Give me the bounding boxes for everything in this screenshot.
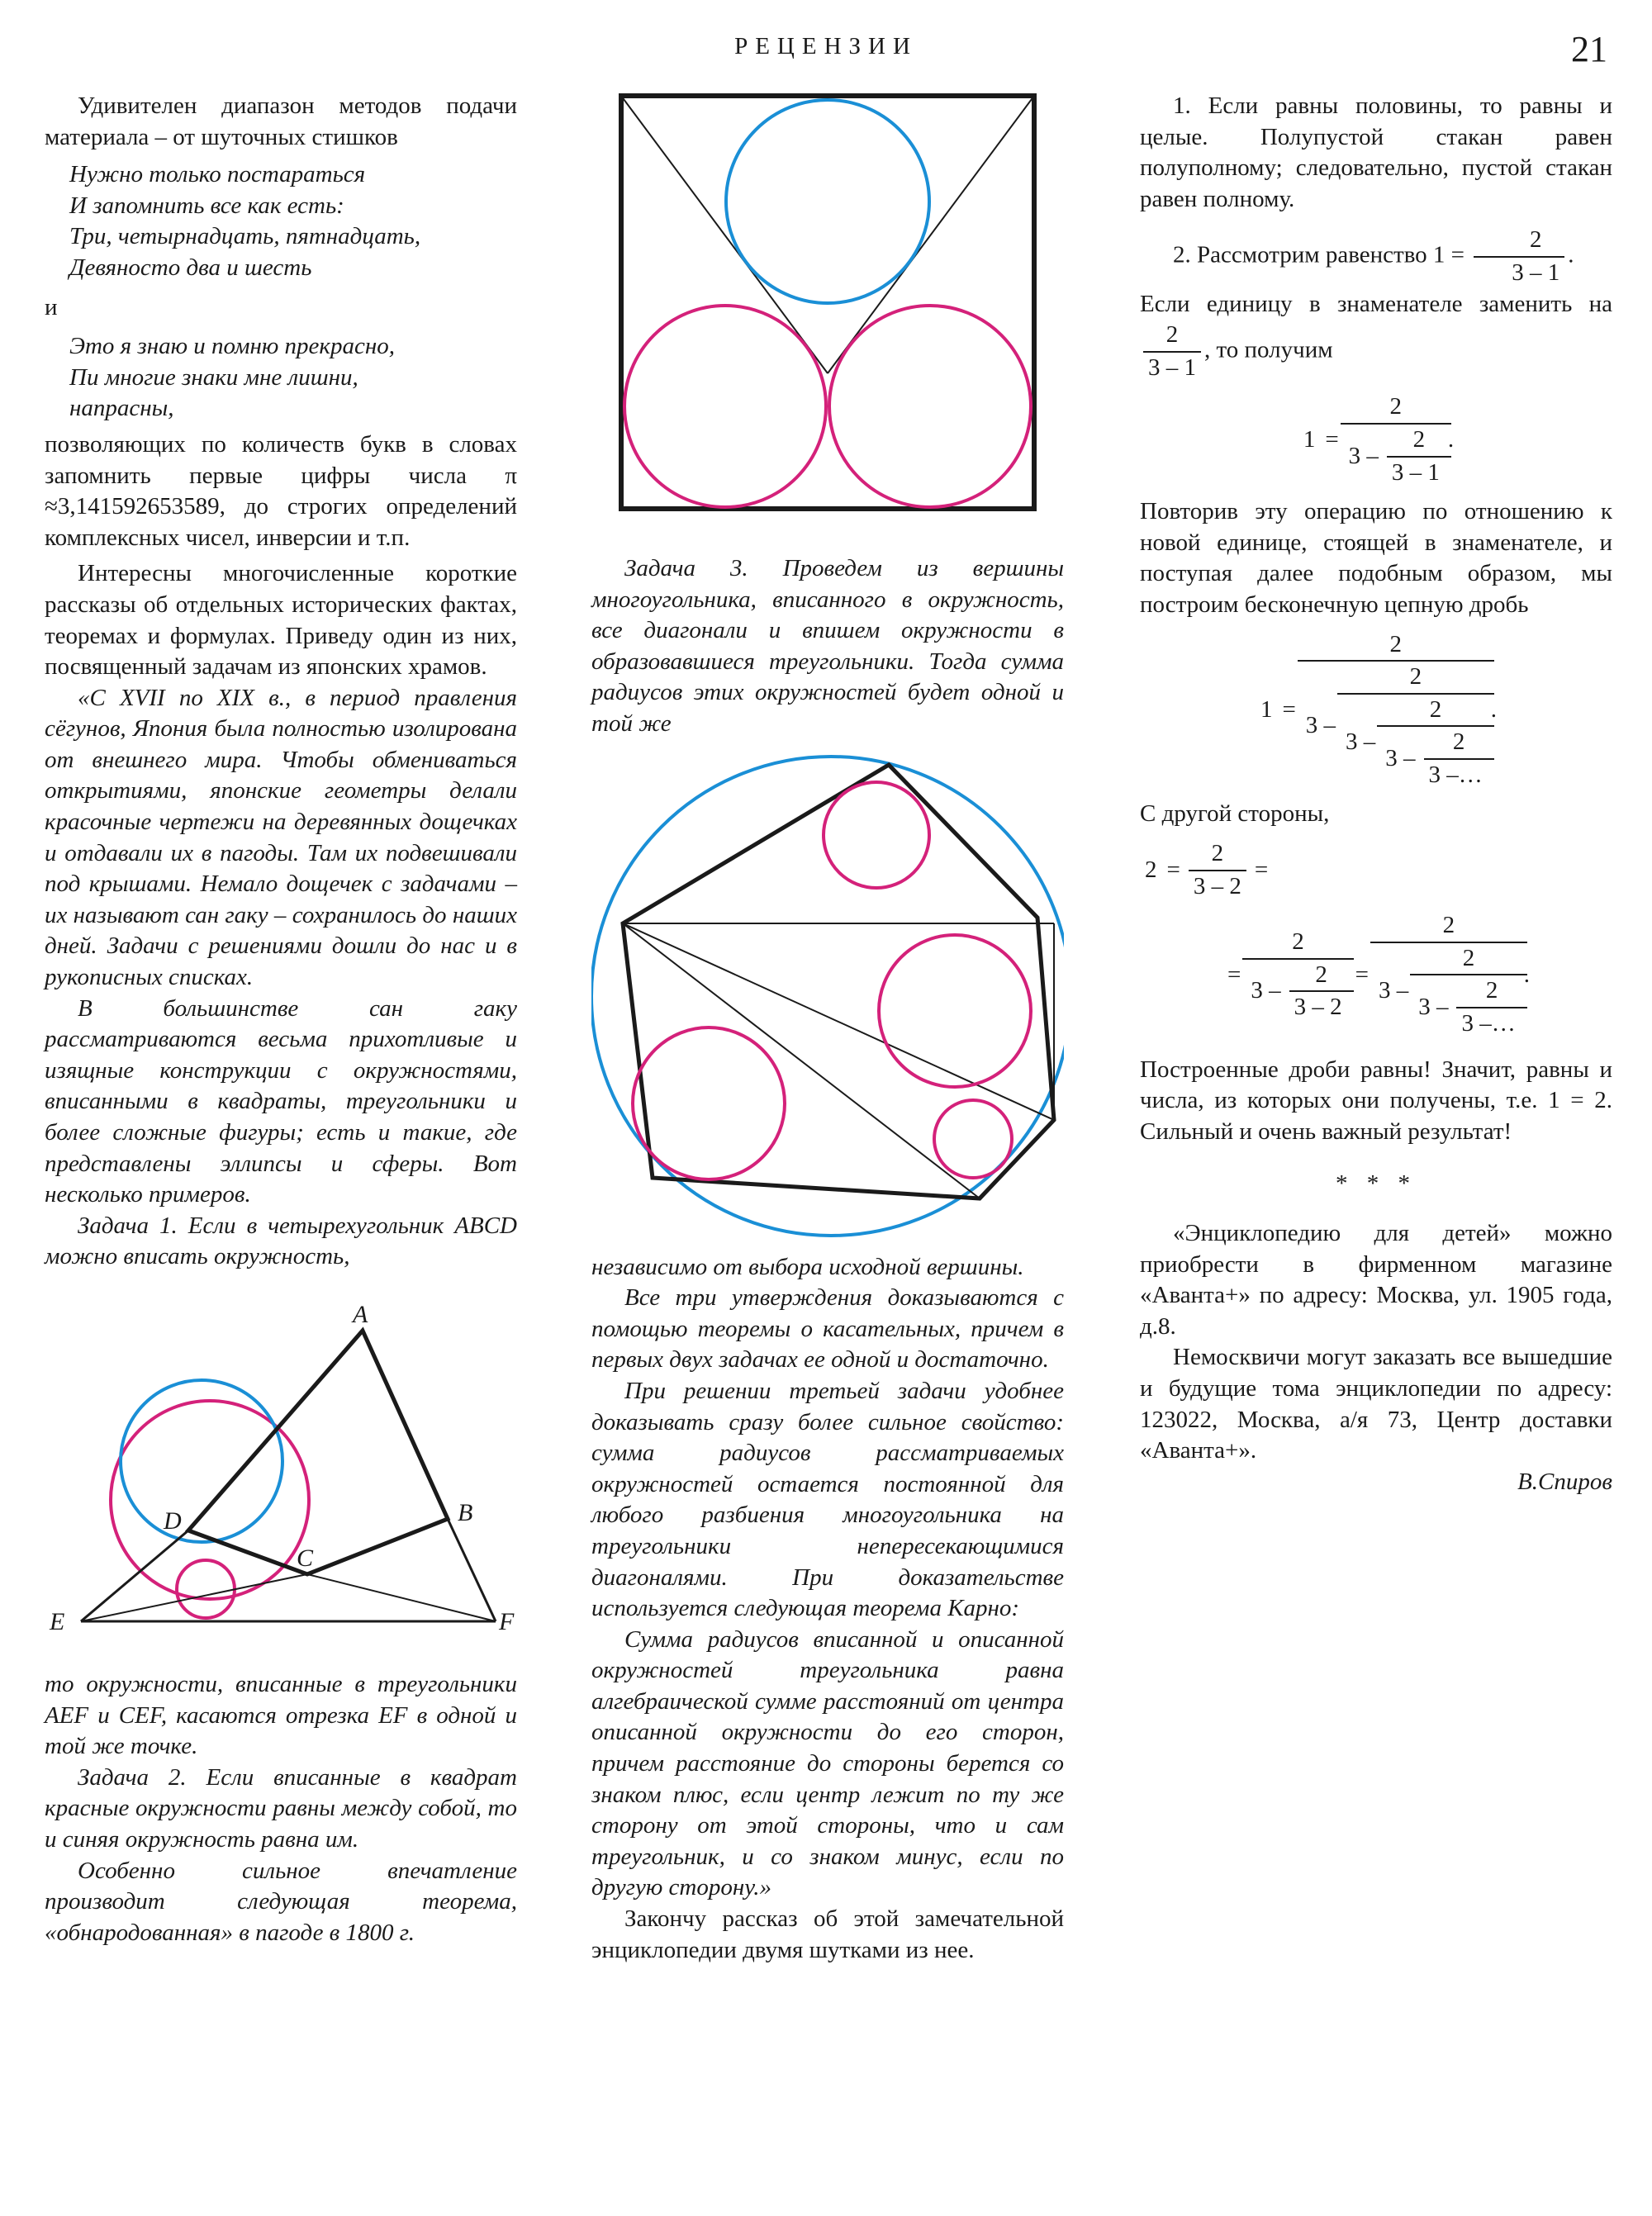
blue-circle	[726, 100, 929, 303]
problem-2-text: Задача 2. Если вписанные в квадрат красные окружности равны между собой, то и синяя окружность равна им.	[45, 1763, 517, 1853]
fraction: $\frac{2}{3 - 2}$	[1289, 960, 1347, 1023]
figure-polygon-circles	[591, 740, 1064, 1252]
fraction: $\frac{2}{3 - 2}$	[1189, 838, 1246, 902]
continued-fraction: 2 3 – 2 3 – 2 3 – $\frac{2}{3 -\dots}$	[1301, 629, 1491, 791]
problem-1-text: Задача 1. Если в четырехугольник ABCD можно вписать окружность,	[45, 1212, 517, 1270]
pentagon	[623, 765, 1054, 1198]
quote-paragraph: «С XVII по XIX в., в период правления сёгунов, Япония была полностью изолирована от внешнего мира. Чтобы обмениваться открытиями, японские геометры делали красочные чертежи на деревянных дощечках и отдавали их в пагоды. Там их подвешивали под крышами. Немало дощечек с задачами – их называют сан гаку – сохранилось до наших дней. Задачи с решениями дошли до нас и в рукописных списках.	[45, 684, 517, 991]
paragraph: Повторив эту операцию по отношению к новой единице, стоящей в знаменателе, и поступая далее подобным образом, мы построим бесконечную цепную дробь	[1140, 498, 1612, 618]
line-cf	[307, 1574, 496, 1621]
paragraph: Закончу рассказ об этой замечательной энциклопедии двумя шутками из нее.	[591, 1905, 1064, 1963]
paragraph: независимо от выбора исходной вершины.	[591, 1253, 1024, 1280]
problem-3-text: Задача 3. Проведем из вершины многоугольника, вписанного в окружность, все диагонали и впишем окружности в образовавшиеся треугольники. Тогда сумма радиусов этих окружностей будет одной и той же	[591, 555, 1064, 737]
column-right	[1140, 91, 1612, 1497]
continued-fraction: 2 3 – $\frac{2}{3 - 2}$	[1246, 927, 1350, 1023]
paragraph: Немосквичи могут заказать все вышедшие и будущие тома энциклопедии по адресу: 123022, Москва, а/я 73, Центр доставки «Аванта+».	[1140, 1344, 1612, 1464]
text-span: Если единицу в знаменателе заменить на	[1140, 290, 1612, 317]
equation-2a: 2 = $\frac{2}{3 - 2}$ =	[1140, 838, 1612, 902]
pink-circle-left	[624, 306, 826, 507]
equation-infinite: 1 = 2 3 – 2 3 – 2 3 – $\frac{2}{3 -\dots}$ .	[1140, 629, 1612, 791]
fraction: $\frac{2}{3 - 1}$	[1474, 225, 1564, 288]
joke-1: 1. Если равны половины, то равны и целые. Полупустой стакан равен полуполному; следовательно, пустой стакан равен полному.	[1140, 93, 1612, 212]
poem-1	[69, 159, 517, 283]
label-c: C	[297, 1544, 314, 1572]
joke-2-intro: 2. Рассмотрим равенство 1 = $\frac{2}{3 - 1}$ .	[1140, 225, 1612, 288]
label-d: D	[164, 1507, 182, 1535]
text-span: , то получим	[1204, 336, 1333, 363]
poem-line: Девяносто два и шесть	[69, 254, 312, 281]
figure-quadrilateral	[45, 1273, 517, 1669]
paragraph: позволяющих по количеств букв в словах запомнить первые цифры числа π ≈3,141592653589, до строгих определений комплексных чисел, инверсии и т.п.	[45, 430, 517, 551]
pink-incircle	[824, 782, 929, 888]
running-header	[0, 29, 1652, 83]
fraction: $\frac{2}{3 -\dots}$	[1424, 727, 1488, 790]
quote-paragraph: В большинстве сан гаку рассматриваются весьма прихотливые и изящные конструкции с окружностями, вписанными в квадраты, треугольники и более сложные фигуры; есть и такие, где представлены эллипсы и сферы. Вот несколько примеров.	[45, 994, 517, 1208]
diag-left	[621, 96, 828, 373]
poem-2	[69, 331, 517, 425]
label-a: A	[353, 1300, 368, 1328]
line-fb	[448, 1519, 496, 1621]
pink-circle-large	[111, 1401, 309, 1599]
pink-circle-small	[177, 1560, 235, 1618]
paragraph: Особенно сильное впечатление производит следующая теорема, «обнародованная» в пагоде в 1800 г.	[45, 1857, 517, 1946]
paragraph: то окружности, вписанные в треугольники AEF и CEF, касаются отрезка EF в одной и той же точке.	[45, 1670, 517, 1760]
column-middle	[591, 91, 1064, 1966]
poem-line: Нужно только постараться	[69, 161, 366, 188]
paragraph: При решении третьей задачи удобнее доказывать сразу более сильное свойство: сумма радиусов рассматриваемых окружностей остается постоянной для любого разбиения многоугольника на треугольники непересекающимися диагоналями. При доказательстве используется следующая теорема Карно:	[591, 1377, 1064, 1622]
joke-2-replace	[1140, 289, 1612, 384]
poem-line: напрасны,	[69, 395, 174, 422]
pink-incircle	[633, 1027, 785, 1179]
figure-square-circles	[591, 91, 1064, 553]
label-f: F	[499, 1607, 515, 1635]
column-left	[45, 91, 517, 1948]
section-separator: * * *	[1336, 1170, 1417, 1198]
pink-incircle	[934, 1100, 1012, 1178]
paragraph: С другой стороны,	[1140, 800, 1330, 828]
page-number: 21	[1571, 29, 1607, 69]
text-span: 2. Рассмотрим равенство 1 =	[1173, 241, 1465, 268]
paragraph: Построенные дроби равны! Значит, равны и числа, из которых они получены, т.е. 1 = 2. Сильный и очень важный результат!	[1140, 1056, 1612, 1145]
conjunction: и	[45, 293, 58, 320]
poem-line: Это я знаю и помню прекрасно,	[69, 333, 395, 360]
equation-1: 1 = 2 3 – $\frac{2}{3 - 1}$ .	[1140, 391, 1612, 488]
fraction: $\frac{2}{3 - 1}$	[1143, 320, 1201, 383]
equation-2b: = 2 3 – $\frac{2}{3 - 2}$ = 2 3 – 2 3 – $\frac{2}{3 -\dots}$ .	[1140, 910, 1612, 1039]
section-title: РЕЦЕНЗИИ	[734, 33, 918, 59]
author-signature: В.Спиров	[1517, 1468, 1612, 1495]
fraction: $\frac{2}{3 - 1}$	[1387, 425, 1445, 488]
continued-fraction: 2 3 – 2 3 – $\frac{2}{3 -\dots}$	[1374, 910, 1524, 1039]
poem-line: Три, четырнадцать, пятнадцать,	[69, 223, 421, 250]
continued-fraction: 2 3 – $\frac{2}{3 - 1}$	[1344, 391, 1448, 488]
label-e: E	[50, 1607, 65, 1635]
fraction: $\frac{2}{3 -\dots}$	[1456, 975, 1520, 1039]
paragraph: Все три утверждения доказываются с помощью теоремы о касательных, причем в первых двух задачах ее одной и достаточно.	[591, 1284, 1064, 1374]
paragraph: Интересны многочисленные короткие рассказы об отдельных исторических фактах, теоремах и формулах. Приведу один из них, посвященный задачам из японских храмов.	[45, 560, 517, 681]
paragraph: «Энциклопедию для детей» можно приобрести в фирменном магазине «Аванта+» по адресу: Москва, ул. 1905 года, д.8.	[1140, 1220, 1612, 1340]
label-b: B	[458, 1498, 473, 1526]
paragraph: Удивителен диапазон методов подачи материала – от шуточных стишков	[45, 93, 517, 150]
diag-right	[828, 96, 1034, 373]
pink-incircle	[879, 935, 1031, 1087]
theorem-carnot: Сумма радиусов вписанной и описанной окружностей треугольника равна алгебраической сумме расстояний от центра описанной окружности до его сторон, причем расстояние до стороны берется со знаком плюс, если центр лежит по ту же сторону от этой стороны, что и сам треугольник, и со знаком минус, если по другую сторону.»	[591, 1625, 1064, 1901]
poem-line: И запомнить все как есть:	[69, 192, 344, 219]
line-ea	[81, 1530, 188, 1621]
poem-line: Пи многие знаки мне лишни,	[69, 363, 358, 391]
pink-circle-right	[829, 306, 1031, 507]
